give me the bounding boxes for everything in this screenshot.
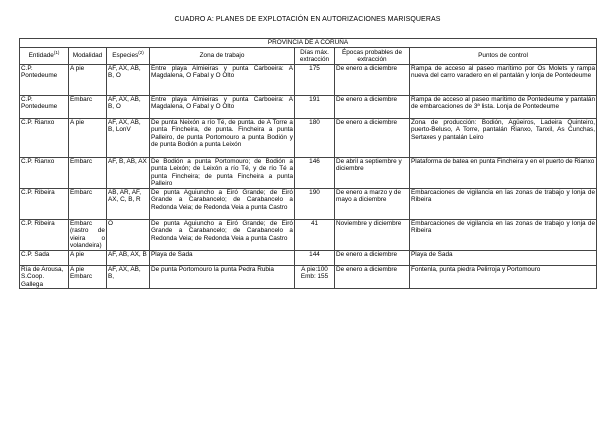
cell-zona: Entre playa Almieiras y punta Carboeira: A Magdalena, O Fabal y O Olto [150, 96, 295, 119]
cell-modalidad: A pie [69, 119, 107, 158]
cell-dias: A pie:100 Emb: 155 [295, 266, 335, 289]
cell-entidad: C.P. Pontedeume [20, 96, 69, 119]
cell-puntos: Playa de Sada [410, 251, 597, 266]
cell-especies: AF, AX, AB, B, LonV [107, 119, 150, 158]
cell-puntos: Plataforma de batea en punta Fincheira y en el puerto de Rianxo [410, 158, 597, 189]
cell-especies: AB, AR, AF, AX, C, B, R [107, 189, 150, 220]
cell-epocas: De enero a marzo y de mayo a diciembre [335, 189, 410, 220]
cell-modalidad: Embarc [69, 189, 107, 220]
cell-modalidad: Embarc (rastro de vieira o volandeira) [70, 220, 105, 250]
column-header-row [20, 48, 597, 65]
table-row [20, 251, 597, 266]
cell-epocas: Noviembre y diciembre [335, 220, 410, 251]
cell-entidad: C.P. Sada [20, 251, 69, 266]
cell-epocas: De enero a diciembre [335, 266, 410, 289]
cell-dias: 144 [295, 251, 335, 266]
col-header-entidad: Entidade$^{(1)}$ [20, 48, 69, 65]
cell-dias: 146 [295, 158, 335, 189]
col-header-dias: Días máx. extracción [295, 48, 335, 65]
table-row [20, 220, 597, 251]
table-row [20, 266, 597, 289]
cell-zona: De punta Portomouro la punta Pedra Rubia [150, 266, 295, 289]
col-header-puntos: Puntos de control [410, 48, 597, 65]
cell-zona: De punta Neixón a río Té, de punta. de A Torre a punta Fincheira, de punta. Fincheira a punta Palleiro, de punta Portomouro a punta Bodión y de punta Bodión a punta Leixón [150, 119, 295, 158]
cell-dias: 41 [295, 220, 335, 251]
cell-zona: De Bodión a punta Portomouro; de Bodión a punta Leixón; de Leixón a río Té, y de río Té a punta Fincheira; de punta Fincheira a punta Palleiro [151, 158, 293, 188]
cell-especies: AF, AX, AB, B, O [107, 65, 150, 96]
cell-epocas: De enero a diciembre [335, 119, 410, 158]
cell-dias: 190 [295, 189, 335, 220]
col-header-epocas: Épocas probables de extracción [335, 48, 410, 65]
cell-zona: De punta Aguiuncho a Eiró Grande; de Eiró Grande a Carabancelo; de Carabancelo a Redonda Veia; de Redonda Veia a punta Castro [150, 220, 295, 251]
cell-puntos: Zona de producción: Bodión, Agüeiros, Ladeira Quinteiro, puerto-Beluso, A Torre, pantalán Rianxo, Tanxil, As Cunchas, Sertaxes y pantalán Leiro [410, 119, 597, 158]
table-row [20, 158, 597, 189]
cell-epocas: De enero a diciembre [335, 251, 410, 266]
cell-especies: AF, AB, AX, B [107, 251, 150, 266]
table-row [20, 96, 597, 119]
cell-dias: 191 [295, 96, 335, 119]
cell-entidad: C.P. Pontedeume [20, 65, 69, 96]
cell-modalidad: A pie Embarc [69, 266, 107, 289]
cell-zona: Playa de Sada [150, 251, 295, 266]
cell-especies: O [107, 220, 150, 251]
cell-modalidad: A pie [69, 251, 107, 266]
table-row [20, 65, 597, 96]
cell-puntos: Embarcaciones de vigilancia en las zonas de trabajo y lonja de Ribeira [410, 189, 597, 220]
cell-modalidad: Embarc [69, 158, 107, 189]
cell-epocas: De enero a diciembre [335, 65, 410, 96]
cell-entidad: C.P. Rianxo [20, 158, 69, 189]
cell-especies: AF, AX, AB, B, O [107, 96, 150, 119]
table-row [20, 189, 597, 220]
cell-modalidad: Embarc [69, 96, 107, 119]
cell-puntos: Rampa de acceso al paseo marítimo de Pontedeume y pantalán de embarcaciones de 3ª lista. Lonja de Pontedeume [410, 96, 597, 119]
col-header-zona: Zona de trabajo [150, 48, 295, 65]
cell-especies: AF, AX, AB, B, [107, 266, 150, 289]
cell-zona: De punta Aguiuncho a Eiró Grande; de Eiró Grande a Carabancelo; de Carabancelo a Redonda Veia; de Redonda Veia a punta Castro [150, 189, 295, 220]
province-header: PROVINCIA DE A CORUÑA [20, 39, 597, 48]
cell-puntos: Rampa de acceso al paseo marítimo por Os Molets y rampa nueva del carro varadero en el pantalán y lonja de Pontedeume [410, 65, 597, 96]
exploitation-plans-table [19, 38, 597, 289]
cell-modalidad: A pie [69, 65, 107, 96]
table-title: CUADRO A: PLANES DE EXPLOTACIÓN EN AUTORIZACIONES MARISQUERAS [174, 16, 441, 23]
cell-especies: AF, B, AB, AX [107, 158, 150, 189]
cell-zona: Entre playa Almieiras y punta Carboeira: A Magdalena, O Fabal y O Olto [150, 65, 295, 96]
cell-epocas: De enero a diciembre [335, 96, 410, 119]
col-header-modalidad: Modalidad [69, 48, 107, 65]
cell-epocas: De abril a septiembre y diciembre [335, 158, 410, 189]
cell-puntos: Embarcaciones de vigilancia en las zonas de trabajo y lonja de Ribeira [410, 220, 597, 251]
cell-entidad: C.P. Ribeira [20, 189, 69, 220]
cell-puntos: Fontenla, punta piedra Pelirroja y Portomouro [410, 266, 597, 289]
cell-entidad: C.P. Ribeira [20, 220, 69, 251]
cell-entidad: Ría de Arousa, S.Coop. Gallega [20, 266, 69, 289]
cell-dias: 180 [295, 119, 335, 158]
cell-entidad: C.P. Rianxo [20, 119, 69, 158]
table-row [20, 119, 597, 158]
cell-dias: 175 [295, 65, 335, 96]
col-header-especies: Especies$^{(2)}$ [107, 48, 150, 65]
